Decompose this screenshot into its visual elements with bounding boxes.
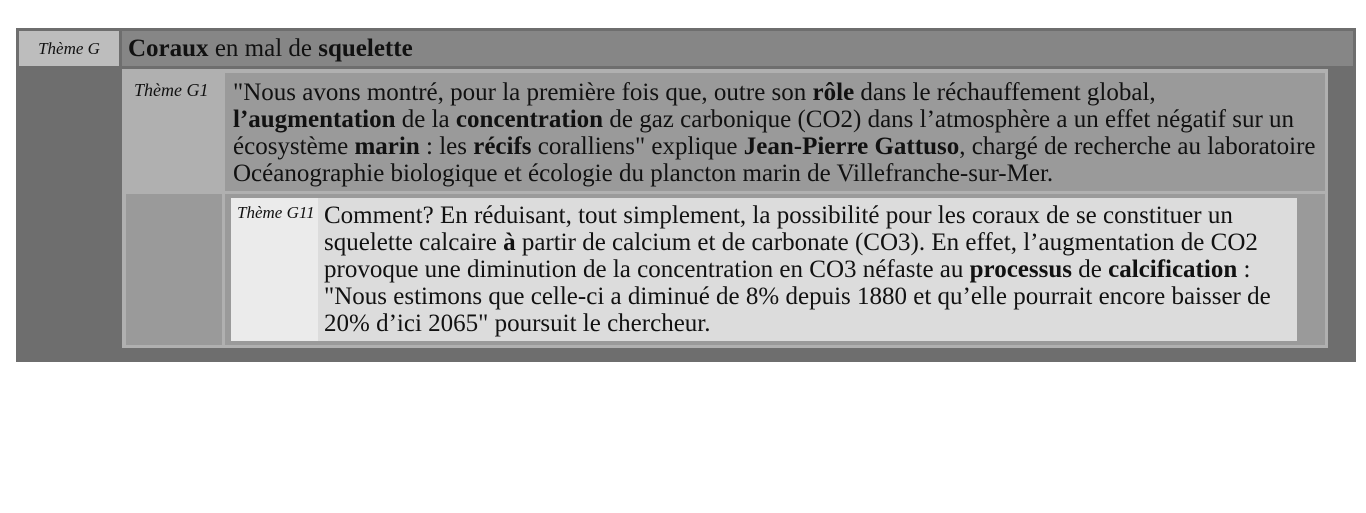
- theme-g-table: [16, 28, 1356, 362]
- theme-g11-table: [231, 198, 1297, 341]
- theme-g-body-row: [19, 69, 1356, 362]
- bold-term: Jean-Pierre Gattuso: [743, 133, 960, 160]
- theme-g11-label: Thème G11: [231, 198, 315, 341]
- text-segment: "Nous avons montré, pour la première fois que, outre son: [233, 79, 813, 106]
- text-segment: : "Nous estimons que celle-ci a diminué de 8% depuis 1880 et qu’elle pourrait encore baisser de 20% d’ici 2065" poursuit le chercheur.: [324, 256, 1271, 337]
- bold-term: à: [503, 229, 516, 256]
- bold-term: l’augmentation: [233, 106, 396, 133]
- theme-g11-row: [126, 194, 1325, 345]
- title-bold-coraux: Coraux: [128, 34, 209, 62]
- text-segment: , chargé de recherche au laboratoire Océanographie biologique et écologie du plancton marin de Villefranche-sur-Mer.: [233, 133, 1316, 187]
- text-segment: partir de calcium et de carbonate (CO3). En effet, l’augmentation de CO2 provoque une diminution de la concentration en CO3 néfaste au: [324, 229, 1258, 283]
- text-segment: de: [1072, 256, 1109, 283]
- theme-g1-gutter: [126, 194, 222, 345]
- theme-g-gutter: [19, 69, 119, 362]
- title-bold-squelette: squelette: [318, 34, 413, 62]
- theme-g1-block: [122, 69, 1328, 362]
- theme-g1-paragraph: [225, 73, 1325, 191]
- bold-term: concentration: [455, 106, 604, 133]
- bold-term: processus: [969, 256, 1072, 283]
- theme-g1-row: [126, 73, 1325, 191]
- theme-g-title: [122, 31, 1353, 66]
- title-middle-text: en mal de: [208, 34, 319, 62]
- text-segment: : les: [419, 133, 474, 160]
- bold-term: marin: [354, 133, 420, 160]
- text-segment: dans le réchauffement global,: [854, 79, 1156, 106]
- bold-term: récifs: [473, 133, 532, 160]
- theme-g1-table: [122, 69, 1328, 348]
- theme-g11-block: [225, 194, 1325, 345]
- theme-g-label: Thème G: [19, 31, 119, 66]
- bold-term: calcification: [1108, 256, 1238, 283]
- theme-g11-paragraph: [318, 198, 1297, 341]
- text-segment: de la: [395, 106, 456, 133]
- theme-g-bottom-bar: [122, 348, 1328, 362]
- theme-g1-label: Thème G1: [126, 73, 222, 191]
- bold-term: rôle: [812, 79, 855, 106]
- text-segment: Comment? En réduisant, tout simplement, la possibilité pour les coraux de se constituer un squelette calcaire: [324, 202, 1233, 256]
- text-segment: coralliens" explique: [531, 133, 744, 160]
- theme-g-header-row: [19, 31, 1356, 66]
- text-segment: de gaz carbonique (CO2) dans l’atmosphère a un effet négatif sur un écosystème: [233, 106, 1295, 160]
